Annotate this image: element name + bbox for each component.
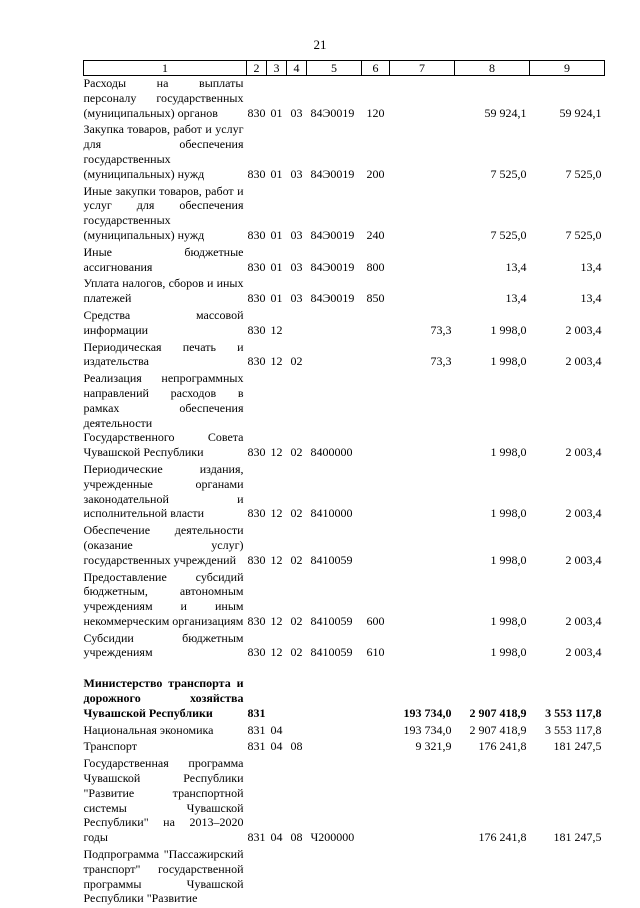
amount-col9-cell: 2 003,4 (530, 523, 605, 569)
table-row (84, 308, 605, 340)
amount-col7-cell (390, 847, 455, 908)
amount-col7-cell: 193 734,0 (390, 723, 455, 740)
subsection-code-cell: 08 (287, 739, 307, 756)
expense-type-cell (362, 523, 390, 569)
section-code-cell: 12 (267, 631, 287, 663)
ministry-code-cell: 831 (247, 756, 267, 847)
table-row (84, 570, 605, 631)
amount-col9-cell: 181 247,5 (530, 756, 605, 847)
expense-type-cell (362, 739, 390, 756)
subsection-code-cell (287, 847, 307, 908)
subsection-code-cell (287, 308, 307, 340)
section-code-cell (267, 676, 287, 722)
target-article-cell: 8410059 (307, 631, 362, 663)
table-row (84, 76, 605, 123)
subsection-code-cell: 03 (287, 184, 307, 245)
section-code-cell: 12 (267, 523, 287, 569)
section-code-cell: 12 (267, 570, 287, 631)
target-article-cell: 84Э0019 (307, 184, 362, 245)
subsection-code-cell: 03 (287, 76, 307, 123)
amount-col7-cell (390, 76, 455, 123)
spacer-row (84, 662, 605, 676)
expense-type-cell (362, 340, 390, 372)
item-name-cell: Периодические издания, учрежденные органами законодательной и исполнительной власти (84, 462, 247, 523)
amount-col8-cell: 1 998,0 (455, 462, 530, 523)
ministry-code-cell: 830 (247, 340, 267, 372)
column-header: 9 (530, 61, 605, 76)
item-name-cell: Расходы на выплаты персоналу государственных (муниципальных) органов (84, 76, 247, 123)
amount-col9-cell: 7 525,0 (530, 184, 605, 245)
section-code-cell (267, 847, 287, 908)
expense-type-cell (362, 847, 390, 908)
amount-col7-cell: 73,3 (390, 340, 455, 372)
amount-col7-cell (390, 570, 455, 631)
table-row (84, 676, 605, 722)
amount-col9-cell: 2 003,4 (530, 570, 605, 631)
ministry-code-cell: 830 (247, 371, 267, 462)
subsection-code-cell (287, 723, 307, 740)
target-article-cell: 8410059 (307, 570, 362, 631)
target-article-cell (307, 723, 362, 740)
ministry-code-cell: 831 (247, 676, 267, 722)
ministry-code-cell: 831 (247, 739, 267, 756)
table-row (84, 340, 605, 372)
item-name-cell: Государственная программа Чувашской Республики "Развитие транспортной системы Чувашской Республики" на 2013–2020 годы (84, 756, 247, 847)
subsection-code-cell: 03 (287, 276, 307, 308)
expense-type-cell (362, 371, 390, 462)
amount-col8-cell: 176 241,8 (455, 739, 530, 756)
expense-type-cell (362, 308, 390, 340)
amount-col9-cell: 59 924,1 (530, 76, 605, 123)
table-row (84, 122, 605, 183)
section-code-cell: 12 (267, 371, 287, 462)
amount-col7-cell (390, 184, 455, 245)
amount-col9-cell: 2 003,4 (530, 631, 605, 663)
amount-col9-cell: 2 003,4 (530, 340, 605, 372)
amount-col7-cell: 9 321,9 (390, 739, 455, 756)
item-name-cell: Иные бюджетные ассигнования (84, 245, 247, 277)
column-header: 8 (455, 61, 530, 76)
budget-table (83, 60, 605, 908)
amount-col9-cell: 7 525,0 (530, 122, 605, 183)
item-name-cell: Министерство транспорта и дорожного хозяйства Чувашской Республики (84, 676, 247, 722)
expense-type-cell: 600 (362, 570, 390, 631)
column-header: 2 (247, 61, 267, 76)
expense-type-cell (362, 756, 390, 847)
amount-col8-cell: 1 998,0 (455, 308, 530, 340)
amount-col8-cell: 1 998,0 (455, 371, 530, 462)
table-row (84, 245, 605, 277)
ministry-code-cell: 830 (247, 631, 267, 663)
amount-col9-cell: 181 247,5 (530, 739, 605, 756)
ministry-code-cell: 830 (247, 523, 267, 569)
amount-col9-cell: 2 003,4 (530, 371, 605, 462)
ministry-code-cell: 830 (247, 570, 267, 631)
amount-col8-cell: 176 241,8 (455, 756, 530, 847)
amount-col9-cell: 2 003,4 (530, 308, 605, 340)
amount-col8-cell: 59 924,1 (455, 76, 530, 123)
table-row (84, 371, 605, 462)
item-name-cell: Средства массовой информации (84, 308, 247, 340)
amount-col9-cell: 13,4 (530, 276, 605, 308)
ministry-code-cell: 830 (247, 308, 267, 340)
amount-col8-cell: 1 998,0 (455, 523, 530, 569)
amount-col7-cell (390, 371, 455, 462)
expense-type-cell: 800 (362, 245, 390, 277)
column-header: 5 (307, 61, 362, 76)
subsection-code-cell: 03 (287, 122, 307, 183)
subsection-code-cell: 02 (287, 631, 307, 663)
table-row (84, 462, 605, 523)
column-header: 6 (362, 61, 390, 76)
amount-col7-cell (390, 631, 455, 663)
target-article-cell (307, 676, 362, 722)
item-name-cell: Уплата налогов, сборов и иных платежей (84, 276, 247, 308)
amount-col8-cell: 1 998,0 (455, 570, 530, 631)
subsection-code-cell: 02 (287, 462, 307, 523)
section-code-cell: 12 (267, 308, 287, 340)
amount-col7-cell (390, 245, 455, 277)
amount-col9-cell: 3 553 117,8 (530, 676, 605, 722)
amount-col8-cell (455, 847, 530, 908)
ministry-code-cell: 830 (247, 462, 267, 523)
section-code-cell: 12 (267, 340, 287, 372)
column-header: 1 (84, 61, 247, 76)
subsection-code-cell: 02 (287, 371, 307, 462)
table-row (84, 847, 605, 908)
subsection-code-cell: 02 (287, 523, 307, 569)
target-article-cell: 8400000 (307, 371, 362, 462)
amount-col9-cell (530, 847, 605, 908)
section-code-cell: 01 (267, 76, 287, 123)
item-name-cell: Реализация непрограммных направлений расходов в рамках обеспечения деятельности Государственного Совета Чувашской Республики (84, 371, 247, 462)
column-header: 7 (390, 61, 455, 76)
table-row (84, 523, 605, 569)
section-code-cell: 12 (267, 462, 287, 523)
table-row (84, 756, 605, 847)
target-article-cell: 8410000 (307, 462, 362, 523)
expense-type-cell (362, 723, 390, 740)
expense-type-cell (362, 462, 390, 523)
amount-col8-cell: 2 907 418,9 (455, 723, 530, 740)
section-code-cell: 01 (267, 122, 287, 183)
expense-type-cell: 240 (362, 184, 390, 245)
ministry-code-cell: 831 (247, 723, 267, 740)
amount-col8-cell: 1 998,0 (455, 340, 530, 372)
item-name-cell: Предоставление субсидий бюджетным, автономным учреждениям и иным некоммерческим организациям (84, 570, 247, 631)
page-number: 21 (0, 37, 640, 53)
ministry-code-cell (247, 847, 267, 908)
ministry-code-cell: 830 (247, 76, 267, 123)
target-article-cell: 84Э0019 (307, 276, 362, 308)
section-code-cell: 01 (267, 245, 287, 277)
column-header: 3 (267, 61, 287, 76)
amount-col8-cell: 2 907 418,9 (455, 676, 530, 722)
expense-type-cell (362, 676, 390, 722)
table-row (84, 739, 605, 756)
table-row (84, 723, 605, 740)
subsection-code-cell: 03 (287, 245, 307, 277)
subsection-code-cell: 02 (287, 340, 307, 372)
amount-col7-cell: 193 734,0 (390, 676, 455, 722)
amount-col9-cell: 3 553 117,8 (530, 723, 605, 740)
target-article-cell: 84Э0019 (307, 76, 362, 123)
item-name-cell: Национальная экономика (84, 723, 247, 740)
amount-col8-cell: 13,4 (455, 276, 530, 308)
item-name-cell: Транспорт (84, 739, 247, 756)
section-code-cell: 01 (267, 184, 287, 245)
item-name-cell: Субсидии бюджетным учреждениям (84, 631, 247, 663)
amount-col7-cell: 73,3 (390, 308, 455, 340)
amount-col8-cell: 1 998,0 (455, 631, 530, 663)
target-article-cell: 84Э0019 (307, 122, 362, 183)
amount-col8-cell: 7 525,0 (455, 122, 530, 183)
target-article-cell (307, 847, 362, 908)
ministry-code-cell: 830 (247, 276, 267, 308)
amount-col7-cell (390, 462, 455, 523)
subsection-code-cell (287, 676, 307, 722)
ministry-code-cell: 830 (247, 184, 267, 245)
table-row (84, 184, 605, 245)
target-article-cell: 8410059 (307, 523, 362, 569)
subsection-code-cell: 08 (287, 756, 307, 847)
amount-col7-cell (390, 756, 455, 847)
section-code-cell: 01 (267, 276, 287, 308)
column-header: 4 (287, 61, 307, 76)
item-name-cell: Обеспечение деятельности (оказание услуг) государственных учреждений (84, 523, 247, 569)
amount-col8-cell: 13,4 (455, 245, 530, 277)
amount-col7-cell (390, 276, 455, 308)
amount-col9-cell: 13,4 (530, 245, 605, 277)
target-article-cell (307, 308, 362, 340)
target-article-cell (307, 340, 362, 372)
table-row (84, 631, 605, 663)
expense-type-cell: 200 (362, 122, 390, 183)
section-code-cell: 04 (267, 756, 287, 847)
section-code-cell: 04 (267, 723, 287, 740)
item-name-cell: Подпрограмма "Пассажирский транспорт" государственной программы Чувашской Республики "Развитие (84, 847, 247, 908)
expense-type-cell: 610 (362, 631, 390, 663)
amount-col8-cell: 7 525,0 (455, 184, 530, 245)
spacer-cell (84, 662, 605, 676)
subsection-code-cell: 02 (287, 570, 307, 631)
table-body (84, 76, 605, 908)
ministry-code-cell: 830 (247, 122, 267, 183)
amount-col7-cell (390, 523, 455, 569)
amount-col9-cell: 2 003,4 (530, 462, 605, 523)
expense-type-cell: 120 (362, 76, 390, 123)
item-name-cell: Закупка товаров, работ и услуг для обеспечения государственных (муниципальных) нужд (84, 122, 247, 183)
ministry-code-cell: 830 (247, 245, 267, 277)
item-name-cell: Иные закупки товаров, работ и услуг для обеспечения государственных (муниципальных) нужд (84, 184, 247, 245)
expense-type-cell: 850 (362, 276, 390, 308)
table-row (84, 276, 605, 308)
target-article-cell: 84Э0019 (307, 245, 362, 277)
amount-col7-cell (390, 122, 455, 183)
section-code-cell: 04 (267, 739, 287, 756)
column-number-row (84, 61, 605, 76)
target-article-cell: Ч200000 (307, 756, 362, 847)
item-name-cell: Периодическая печать и издательства (84, 340, 247, 372)
target-article-cell (307, 739, 362, 756)
